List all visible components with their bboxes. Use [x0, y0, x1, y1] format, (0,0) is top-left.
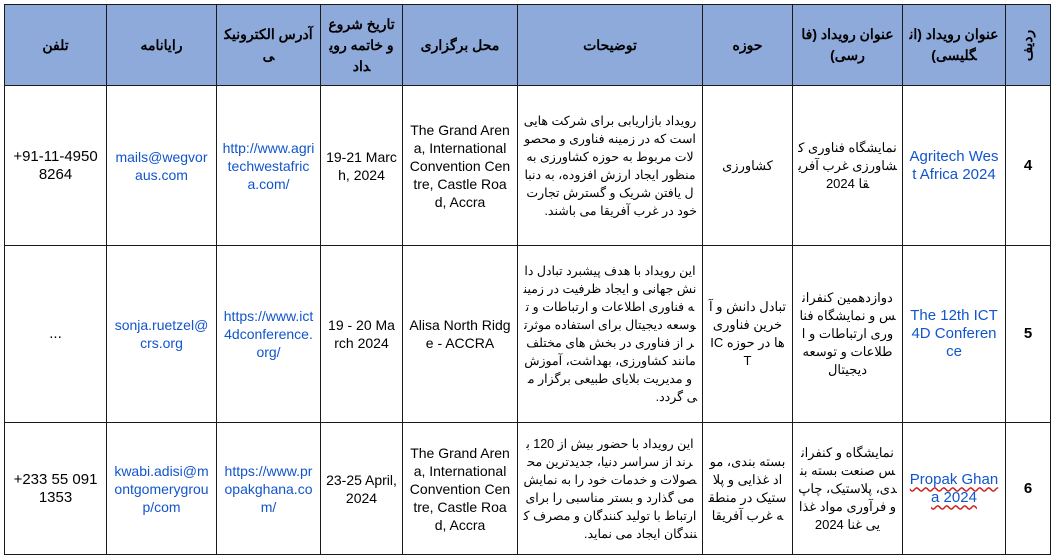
- row-number: 4: [1006, 86, 1051, 246]
- email-link[interactable]: mails@wegvoraus.com: [107, 86, 217, 246]
- title-fa-cell: دوازدهمین کنفرانس و نمایشگاه فناوری ارتباطات و اطلاعات و توسعه دیجیتال: [793, 246, 903, 423]
- header-phone: تلفن: [5, 5, 107, 86]
- venue-cell: Alisa North Ridge - ACCRA: [403, 246, 518, 423]
- title-en-link[interactable]: Agritech West Africa 2024: [903, 86, 1006, 246]
- header-title-fa: عنوان رویداد (فارسی): [793, 5, 903, 86]
- title-en-link[interactable]: The 12th ICT4D Conference: [903, 246, 1006, 423]
- description-cell: این رویداد با هدف پیشبرد تبادل دانش جهانی و ایجاد ظرفیت در زمینه فناوری اطلاعات و ارتباطات و توسعه دیجیتال برای استفاده موثرتر از فناوری در بخش های مختلف مانند کشاورزی، بهداشت، آموزش و مدیریت بلایای طبیعی برگزار می گردد.: [518, 246, 703, 423]
- phone-cell: ...: [5, 246, 107, 423]
- dates-cell: 19-21 March, 2024: [321, 86, 403, 246]
- title-en-link[interactable]: [903, 423, 1006, 555]
- header-field: حوزه: [703, 5, 793, 86]
- email-link[interactable]: kwabi.adisi@montgomerygroup/com: [107, 423, 217, 555]
- header-venue: محل برگزاری: [403, 5, 518, 86]
- field-cell: بسته بندی، مواد غذایی و پلاستیک در منطقه غرب آفریقا: [703, 423, 793, 555]
- header-title-en: عنوان رویداد (انگلیسی): [903, 5, 1006, 86]
- table-row: [5, 246, 1051, 423]
- header-website: آدرس الکترونیکی: [217, 5, 321, 86]
- table-row: [5, 86, 1051, 246]
- events-table: [4, 4, 1051, 555]
- website-link[interactable]: https://www.propakghana.com/: [217, 423, 321, 555]
- description-cell: رویداد بازاریابی برای شرکت هایی است که در زمینه فناوری و محصولات مربوط به حوزه کشاورزی به منظور ایجاد ارزش افزوده، به دنبال یافتن شریک و گسترش تجارت خود در غرب آفریقا می باشند.: [518, 86, 703, 246]
- title-en-text: Propak Ghana 2024: [909, 470, 999, 506]
- phone-cell: +233 55 0911353: [5, 423, 107, 555]
- website-link[interactable]: https://www.ict4dconference.org/: [217, 246, 321, 423]
- header-rownum-label: ردیف: [1019, 29, 1036, 61]
- website-link[interactable]: http://www.agritechwestafrica.com/: [217, 86, 321, 246]
- dates-cell: 19 - 20 March 2024: [321, 246, 403, 423]
- header-rownum: [1006, 5, 1051, 86]
- row-number: 5: [1006, 246, 1051, 423]
- row-number: 6: [1006, 423, 1051, 555]
- field-cell: تبادل دانش و آخرین فناوری ها در حوزه ICT: [703, 246, 793, 423]
- dates-cell: 23-25 April, 2024: [321, 423, 403, 555]
- email-link[interactable]: sonja.ruetzel@crs.org: [107, 246, 217, 423]
- phone-cell: +91-11-49508264: [5, 86, 107, 246]
- field-cell: کشاورزی: [703, 86, 793, 246]
- title-fa-cell: نمایشگاه و کنفرانس صنعت بسته بندی، پلاستیک، چاپ و فرآوری مواد غذایی غنا 2024: [793, 423, 903, 555]
- header-description: توضیحات: [518, 5, 703, 86]
- title-fa-cell: نمایشگاه فناوری کشاورزی غرب آفریقا 2024: [793, 86, 903, 246]
- header-email: رایانامه: [107, 5, 217, 86]
- header-dates: تاریخ شروع و خاتمه رویداد: [321, 5, 403, 86]
- venue-cell: The Grand Arena, International Convention Centre, Castle Road, Accra: [403, 423, 518, 555]
- description-cell: این رویداد با حضور بیش از 120 برند از سراسر دنیا، جدیدترین محصولات و خدمات خود را به نمایش می گذارد و بستر مناسبی را برای ارتباط با تولید کنندگان و مصرف کنندگان ایجاد می نماید.: [518, 423, 703, 555]
- venue-cell: The Grand Arena, International Convention Centre, Castle Road, Accra: [403, 86, 518, 246]
- header-row: [5, 5, 1051, 86]
- table-row: [5, 423, 1051, 555]
